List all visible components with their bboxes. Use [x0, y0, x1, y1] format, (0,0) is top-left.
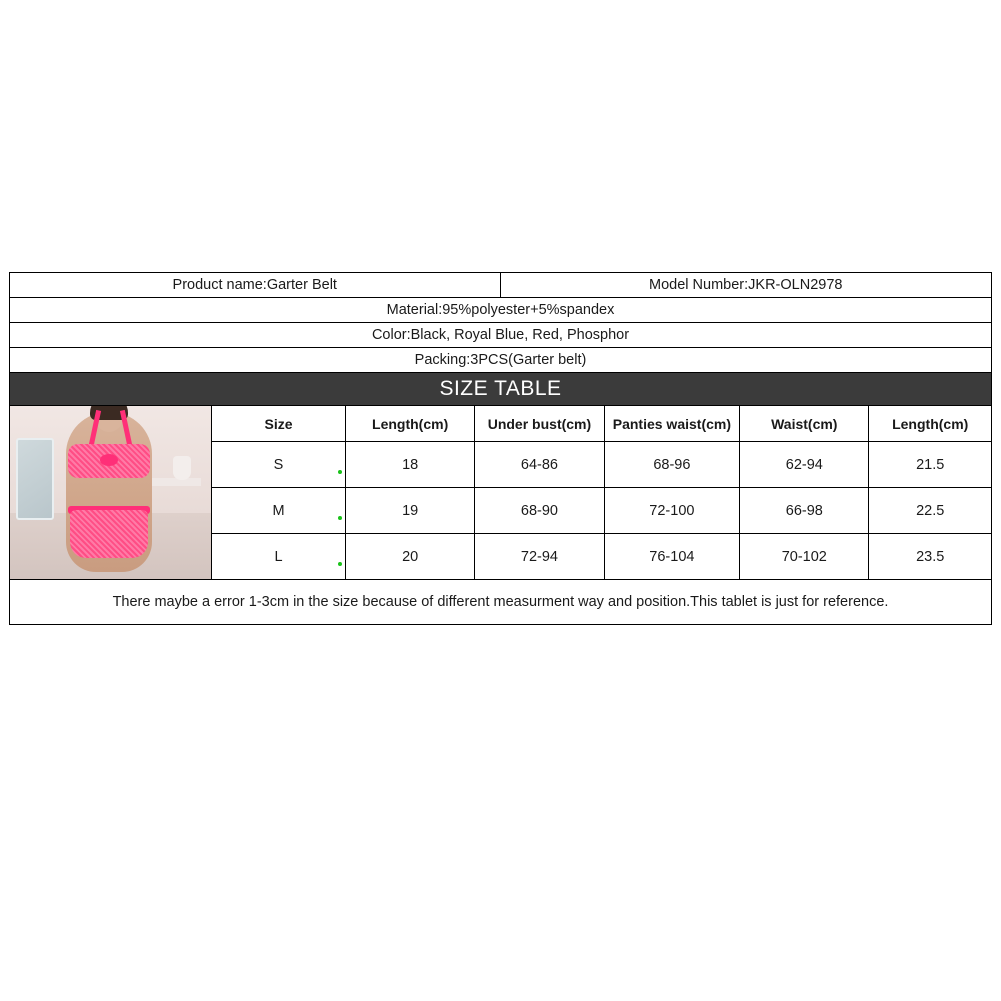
- photo-shelf: [145, 478, 201, 486]
- packing-cell: Packing:3PCS(Garter belt): [10, 348, 991, 373]
- photo-mirror: [16, 438, 54, 520]
- header-waist: Waist(cm): [740, 406, 869, 442]
- cell-size: L: [212, 534, 346, 580]
- cell-waist: 70-102: [740, 534, 869, 580]
- cell-under-bust: 72-94: [475, 534, 604, 580]
- info-row-product: [10, 273, 991, 298]
- cell-under-bust: 68-90: [475, 488, 604, 534]
- header-panties-waist: Panties waist(cm): [605, 406, 741, 442]
- color-cell: Color:Black, Royal Blue, Red, Phosphor: [10, 323, 991, 348]
- header-length-2: Length(cm): [869, 406, 991, 442]
- info-row-material: [10, 298, 991, 323]
- selection-marker: [338, 562, 342, 566]
- cell-size: S: [212, 442, 346, 488]
- table-row: [212, 488, 991, 534]
- cell-under-bust: 64-86: [475, 442, 604, 488]
- size-chart-table: [9, 272, 992, 625]
- selection-marker: [338, 470, 342, 474]
- size-grid-right: [212, 406, 991, 580]
- cell-waist: 66-98: [740, 488, 869, 534]
- header-under-bust: Under bust(cm): [475, 406, 604, 442]
- cell-length: 18: [346, 442, 475, 488]
- photo-bow: [100, 454, 118, 466]
- header-size: Size: [212, 406, 346, 442]
- photo-vase: [173, 456, 191, 480]
- material-cell: Material:95%polyester+5%spandex: [10, 298, 991, 323]
- cell-length-2: 23.5: [869, 534, 991, 580]
- info-row-packing: [10, 348, 991, 373]
- product-image: [10, 406, 212, 580]
- model-number-cell: Model Number:JKR-OLN2978: [501, 273, 992, 298]
- size-header-row: [212, 406, 991, 442]
- cell-panties-waist: 76-104: [605, 534, 741, 580]
- cell-length-2: 22.5: [869, 488, 991, 534]
- photo-panty: [70, 510, 148, 558]
- selection-marker: [338, 516, 342, 520]
- info-row-color: [10, 323, 991, 348]
- cell-waist: 62-94: [740, 442, 869, 488]
- product-photo-illustration: [10, 406, 211, 579]
- cell-length: 20: [346, 534, 475, 580]
- cell-panties-waist: 68-96: [605, 442, 741, 488]
- measurement-note: There maybe a error 1-3cm in the size because of different measurment way and position.This tablet is just for reference.: [112, 594, 889, 610]
- table-row: [212, 534, 991, 580]
- cell-length: 19: [346, 488, 475, 534]
- cell-panties-waist: 72-100: [605, 488, 741, 534]
- table-row: [212, 442, 991, 488]
- cell-size: M: [212, 488, 346, 534]
- size-table-banner: SIZE TABLE: [10, 373, 991, 406]
- product-name-cell: Product name:Garter Belt: [10, 273, 501, 298]
- size-grid: [10, 406, 991, 580]
- cell-length-2: 21.5: [869, 442, 991, 488]
- header-length: Length(cm): [346, 406, 475, 442]
